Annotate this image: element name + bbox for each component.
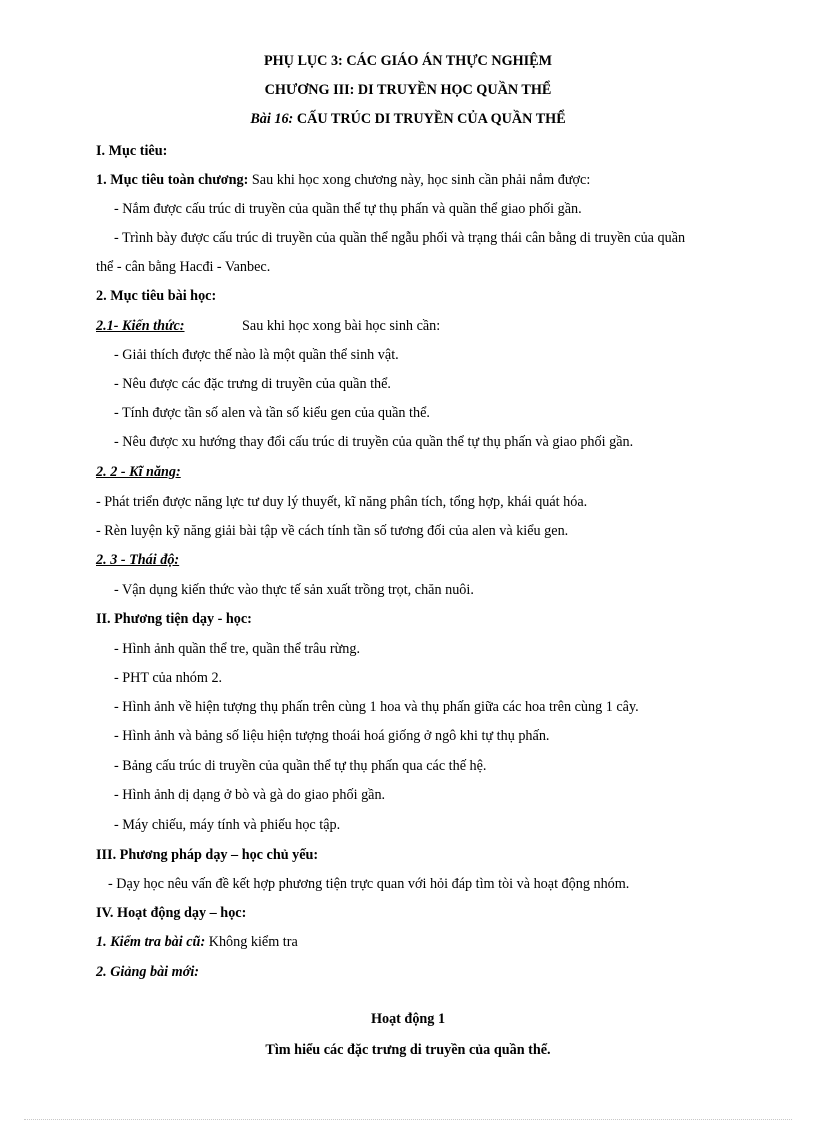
skill-label: 2. 2 - Kĩ năng:	[96, 464, 181, 480]
new-lesson-label: 2. Giảng bài mới:	[96, 964, 199, 980]
chapter-goal-text: Sau khi học xong chương này, học sinh cần phải nắm được:	[248, 172, 591, 188]
attitude-label: 2. 3 - Thái độ:	[96, 552, 180, 568]
chapter-goal-item: - Nắm được cấu trúc di truyền của quần thể tự thụ phấn và quần thể giao phối gần.	[114, 201, 582, 217]
knowledge-item: - Nêu được xu hướng thay đổi cấu trúc di truyền của quần thể tự thụ phấn và giao phối gần.	[114, 434, 634, 450]
material-item: - Hình ảnh quần thể tre, quần thể trâu rừng.	[114, 641, 361, 657]
material-item: - PHT của nhóm 2.	[114, 670, 223, 686]
knowledge-item: - Nêu được các đặc trưng di truyền của quần thể.	[114, 376, 391, 392]
check-text: Không kiểm tra	[205, 934, 298, 950]
section1-heading: I. Mục tiêu:	[96, 143, 168, 159]
chapter-title: CHƯƠNG III: DI TRUYỀN HỌC QUẦN THỂ	[264, 82, 552, 98]
chapter-goal-item-continued: thể - cân bằng Hacđi - Vanbec.	[96, 259, 271, 275]
attitude-item: - Vận dụng kiến thức vào thực tế sản xuất trồng trọt, chăn nuôi.	[114, 582, 474, 598]
material-item: - Hình ảnh dị dạng ở bò và gà do giao phối gần.	[114, 787, 386, 803]
section4-heading: IV. Hoạt động dạy – học:	[96, 905, 247, 921]
material-item: - Hình ảnh và bảng số liệu hiện tượng thoái hoá giống ở ngô khi tự thụ phấn.	[114, 728, 550, 744]
activity-title: Hoạt động 1	[370, 1011, 446, 1027]
lesson-title	[0, 110, 816, 128]
chapter-goal-item: - Trình bày được cấu trúc di truyền của quần thể ngẫu phối và trạng thái cân bằng di truyền của quần	[114, 230, 686, 246]
chapter-goal-label: 1. Mục tiêu toàn chương:	[96, 172, 249, 188]
activity-subtitle: Tìm hiểu các đặc trưng di truyền của quần thể.	[265, 1042, 551, 1058]
lesson-label: Bài 16:	[250, 111, 294, 127]
knowledge-item: - Giải thích được thế nào là một quần thể sinh vật.	[114, 347, 399, 363]
lesson-goal-heading: 2. Mục tiêu bài học:	[96, 288, 217, 304]
material-item: - Máy chiếu, máy tính và phiếu học tập.	[114, 817, 341, 833]
chapter-goal	[96, 171, 590, 189]
check-label: 1. Kiểm tra bài cũ:	[96, 934, 206, 950]
knowledge-item: - Tính được tần số alen và tần số kiểu gen của quần thể.	[114, 405, 430, 421]
page-bottom-rule	[24, 1119, 792, 1120]
skill-item: - Rèn luyện kỹ năng giải bài tập về cách tính tần số tương đối của alen và kiểu gen.	[96, 523, 569, 539]
knowledge-row	[96, 317, 441, 335]
section3-heading: III. Phương pháp dạy – học chủ yếu:	[96, 847, 319, 863]
method-item: - Dạy học nêu vấn đề kết hợp phương tiện trực quan với hỏi đáp tìm tòi và hoạt động nhóm.	[108, 876, 630, 892]
lesson-name: CẤU TRÚC DI TRUYỀN CỦA QUẦN THỂ	[293, 111, 566, 127]
material-item: - Hình ảnh về hiện tượng thụ phấn trên cùng 1 hoa và thụ phấn giữa các hoa trên cùng 1 cây.	[114, 699, 639, 715]
section2-heading: II. Phương tiện dạy - học:	[96, 611, 252, 627]
appendix-title: PHỤ LỤC 3: CÁC GIÁO ÁN THỰC NGHIỆM	[263, 53, 553, 69]
material-item: - Bảng cấu trúc di truyền của quần thể tự thụ phấn qua các thế hệ.	[114, 758, 487, 774]
check-row	[96, 933, 298, 951]
knowledge-text: Sau khi học xong bài học sinh cần:	[242, 318, 441, 334]
knowledge-label: 2.1- Kiến thức:	[96, 318, 185, 334]
skill-item: - Phát triển được năng lực tư duy lý thuyết, kĩ năng phân tích, tổng hợp, khái quát hóa.	[96, 494, 588, 510]
